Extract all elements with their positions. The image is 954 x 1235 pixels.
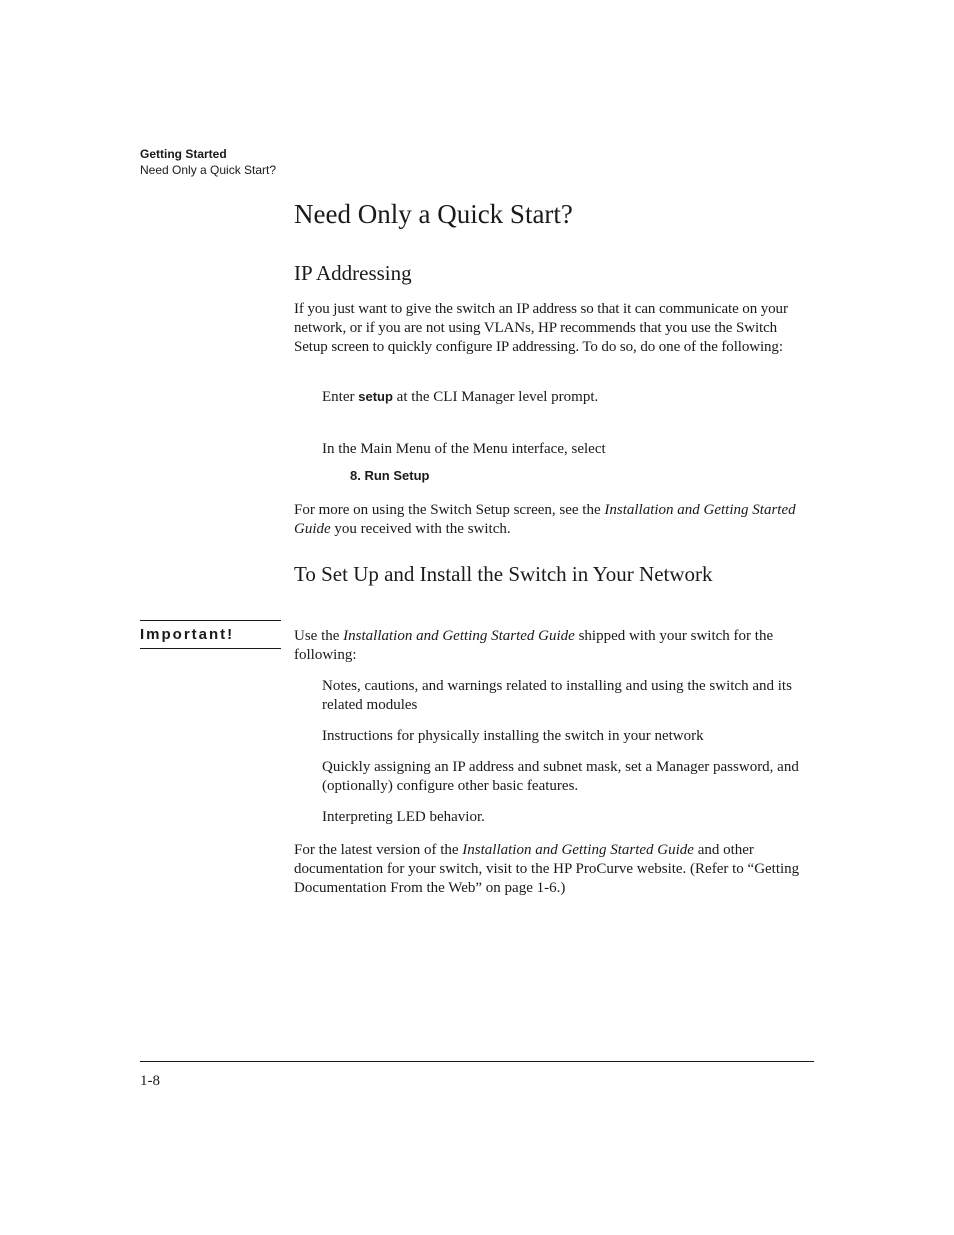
more-info-paragraph <box>294 501 814 539</box>
more-info-before: For more on using the Switch Setup screen, see the <box>294 502 605 518</box>
guide-title: Installation and Getting Started Guide <box>343 628 575 644</box>
setup-install-heading: To Set Up and Install the Switch in Your Network <box>294 562 713 586</box>
page-number: 1-8 <box>140 1073 160 1089</box>
important-intro-after: shipped with your switch for the following: <box>294 628 774 663</box>
important-rule-bottom <box>140 648 281 649</box>
latest-version-paragraph <box>294 841 814 898</box>
guide-title: Installation and Getting Started Guide <box>462 842 694 858</box>
run-setup-menu-item: 8. Run Setup <box>350 468 430 483</box>
latest-after: and other documentation for your switch, visit to the HP ProCurve website. (Refer to “Getting Documentation From the Web” on page 1-6.) <box>294 842 800 896</box>
latest-before: For the latest version of the <box>294 842 463 858</box>
ip-addressing-heading: IP Addressing <box>294 261 412 285</box>
running-header-section: Need Only a Quick Start? <box>140 163 277 177</box>
ip-addressing-intro: If you just want to give the switch an IP address so that it can communicate on your network, or if you are not using VLANs, HP recommends that you use the Switch Setup screen to quickly configure IP addressing. To do so, do one of the following: <box>294 301 788 355</box>
option-cli-setup <box>322 387 814 407</box>
running-header-chapter: Getting Started <box>140 147 227 161</box>
option-menu-setup: In the Main Menu of the Menu interface, select <box>322 441 606 457</box>
setup-command: setup <box>358 389 393 404</box>
option-cli-after: at the CLI Manager level prompt. <box>392 389 599 405</box>
important-intro <box>294 627 814 665</box>
footer-rule <box>140 1061 814 1062</box>
important-rule-top <box>140 620 281 621</box>
list-item: Notes, cautions, and warnings related to installing and using the switch and its related modules <box>322 678 792 713</box>
list-item: Instructions for physically installing the switch in your network <box>322 728 704 744</box>
important-label: Important! <box>140 626 235 643</box>
list-item: Interpreting LED behavior. <box>322 809 485 825</box>
list-item: Quickly assigning an IP address and subnet mask, set a Manager password, and (optionally) configure other basic features. <box>322 759 799 794</box>
important-intro-before: Use the <box>294 628 344 644</box>
page-title: Need Only a Quick Start? <box>294 199 573 229</box>
more-info-after: you received with the switch. <box>330 521 511 537</box>
option-cli-before: Enter <box>322 389 359 405</box>
guide-title: Installation and Getting Started Guide <box>294 502 796 537</box>
